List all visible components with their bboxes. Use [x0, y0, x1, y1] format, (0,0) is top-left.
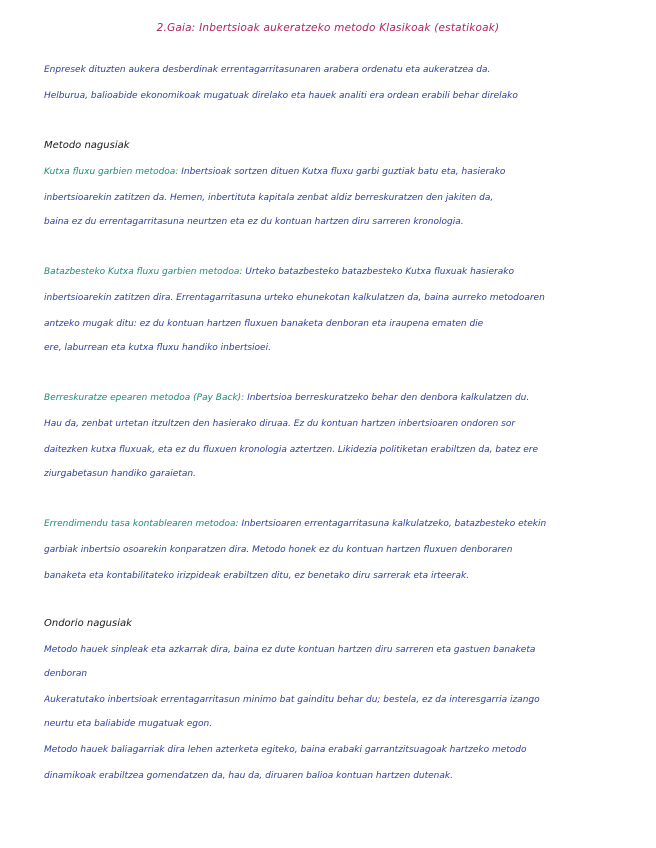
- method-1-line-2: inbertsioarekin zatitzen da. Hemen, inbertituta kapitala zenbat aldiz berreskuratzen den jakiten da,: [44, 193, 494, 203]
- method-4-line-2: garbiak inbertsio osoarekin konparatzen dira. Metodo honek ez du kontuan hartzen fluxuen denboraren: [44, 545, 513, 555]
- method-2-term: Batazbesteko Kutxa fluxu garbien metodoa:: [44, 267, 243, 277]
- method-2-line-1: Batazbesteko Kutxa fluxu garbien metodoa: Urteko batazbesteko batazbesteko Kutxa fluxuak hasierako: [44, 267, 514, 277]
- section-heading-methods: Metodo nagusiak: [44, 140, 130, 151]
- method-1-line-3: baina ez du errentagarritasuna neurtzen eta ez du kontuan hartzen diru sarreren kronologia.: [44, 217, 464, 227]
- method-3-term: Berreskuratze epearen metodoa (Pay Back):: [44, 393, 245, 403]
- section-heading-conclusions: Ondorio nagusiak: [44, 618, 132, 629]
- method-3-line-2: Hau da, zenbat urtetan itzultzen den hasierako diruaa. Ez du kontuan hartzen inbertsioaren ondoren sor: [44, 419, 516, 429]
- method-4-line-1: Errendimendu tasa kontablearen metodoa: Inbertsioaren errentagarritasuna kalkulatzeko, batazbesteko etekin: [44, 519, 547, 529]
- method-3-line-3: daitezken kutxa fluxuak, eta ez du fluxuen kronologia aztertzen. Likidezia politiketan erabiltzen da, batez ere: [44, 445, 539, 455]
- conclusion-line-6: dinamikoak erabiltzea gomendatzen da, hau da, diruaren balioa kontuan hartzen dutenak.: [44, 771, 453, 781]
- conclusion-line-5: Metodo hauek baliagarriak dira lehen azterketa egiteko, baina erabaki garrantzitsuagoak hartzeko metodo: [44, 745, 527, 755]
- method-2-line-3: antzeko mugak ditu: ez du kontuan hartzen fluxuen banaketa denboran eta iraupena ematen die: [44, 319, 484, 329]
- method-3-line-1: Berreskuratze epearen metodoa (Pay Back): Inbertsioa berreskuratzeko behar den denbora kalkulatzen du.: [44, 393, 530, 403]
- method-4-line-3: banaketa eta kontabilitateko irizpideak erabiltzen ditu, ez benetako diru sarrerak eta irteerak.: [44, 571, 470, 581]
- conclusion-line-3: Aukeratutako inbertsioak errentagarritasun minimo bat gainditu behar du; bestela, ez da interesgarria izango: [44, 695, 540, 705]
- method-2-line-2: inbertsioarekin zatitzen dira. Errentagarritasuna urteko ehunekotan kalkulatzen da, baina aurreko metodoaren: [44, 293, 545, 303]
- document-title: 2.Gaia: Inbertsioak aukeratzeko metodo Klasikoak (estatikoak): [156, 22, 500, 34]
- intro-line-2: Helburua, balioabide ekonomikoak mugatuak direlako eta hauek analiti era ordean erabili behar direlako: [44, 91, 518, 101]
- method-3-line-4: ziurgabetasun handiko garaietan.: [44, 469, 196, 479]
- method-2-line-4: ere, laburrean eta kutxa fluxu handiko inbertsioei.: [44, 343, 271, 353]
- method-1-term: Kutxa fluxu garbien metodoa:: [44, 167, 179, 177]
- conclusion-line-1: Metodo hauek sinpleak eta azkarrak dira, baina ez dute kontuan hartzen diru sarreren eta gastuen banaketa: [44, 645, 536, 655]
- conclusion-line-2: denboran: [44, 669, 88, 679]
- method-1-line-1: Kutxa fluxu garbien metodoa: Inbertsioak sortzen dituen Kutxa fluxu garbi guztiak batu eta, hasierako: [44, 167, 506, 177]
- intro-line-1: Enpresek dituzten aukera desberdinak errentagarritasunaren arabera ordenatu eta aukeratzea da.: [44, 65, 491, 75]
- conclusion-line-4: neurtu eta baliabide mugatuak egon.: [44, 719, 213, 729]
- method-4-term: Errendimendu tasa kontablearen metodoa:: [44, 519, 239, 529]
